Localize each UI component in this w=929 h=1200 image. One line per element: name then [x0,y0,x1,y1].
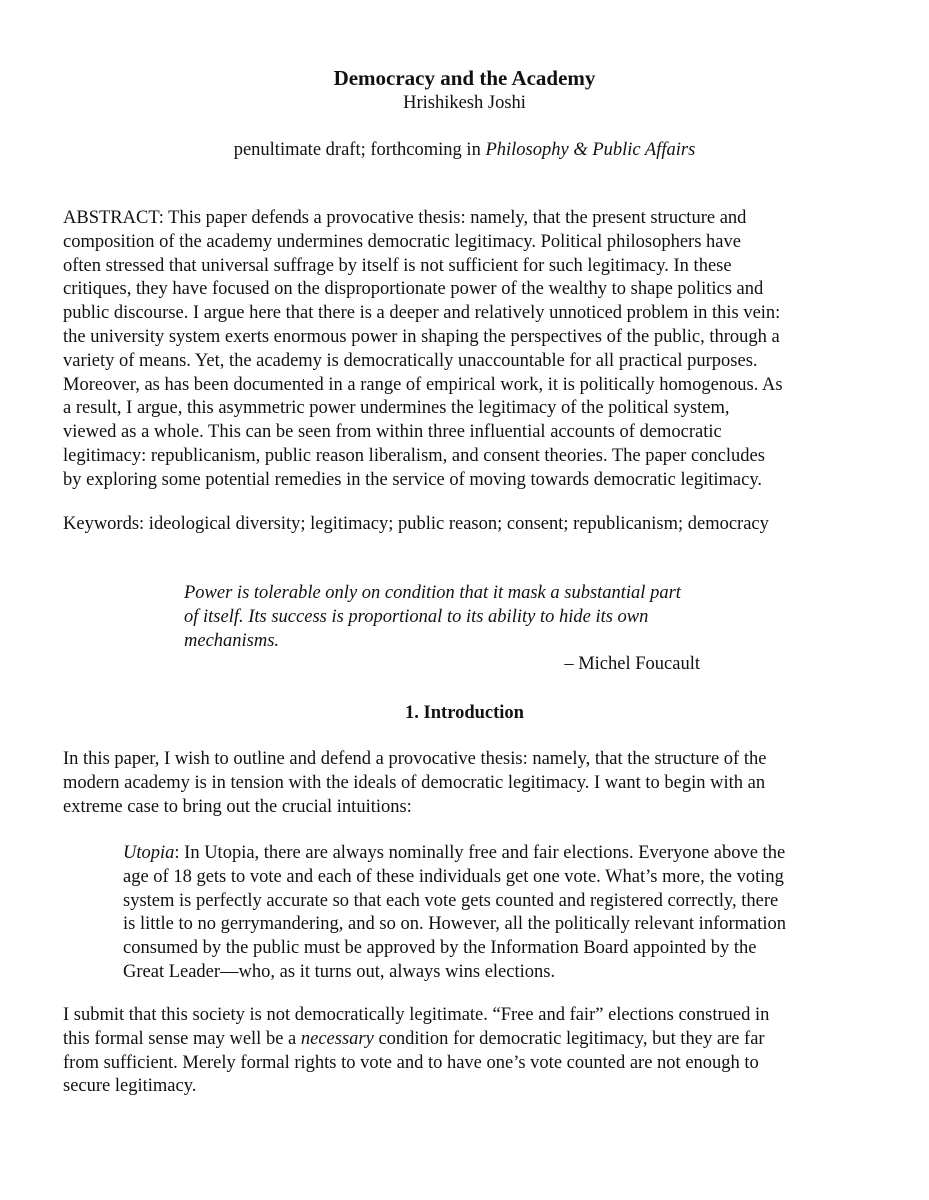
keywords: Keywords: ideological diversity; legitimacy; public reason; consent; republicanism; democracy [63,514,769,534]
abstract [63,207,863,493]
submit-line: from sufficient. Merely formal rights to vote and to have one’s vote counted are not enough to [63,1052,759,1073]
abstract-line: the university system exerts enormous power in shaping the perspectives of the public, through a [63,326,780,347]
submit-paragraph [63,1004,863,1099]
abstract-line: ABSTRACT: This paper defends a provocative thesis: namely, that the present structure and [63,208,747,228]
abstract-line: critiques, they have focused on the disproportionate power of the wealthy to shape politics and [63,279,764,300]
abstract-line: a result, I argue, this asymmetric power undermines the legitimacy of the political system, [63,398,730,419]
utopia-first-line-text: : In Utopia, there are always nominally free and fair elections. Everyone above the [174,843,786,863]
utopia-first-line [123,842,863,866]
journal-name: Philosophy & Public Affairs [485,140,696,160]
abstract-line: legitimacy: republicanism, public reason liberalism, and consent theories. The paper concludes [63,445,765,466]
utopia-line: Great Leader—who, as it turns out, always wins elections. [123,961,556,982]
emphasis-necessary: necessary [300,1028,374,1049]
intro-line: extreme case to bring out the crucial intuitions: [63,796,412,817]
intro-line: modern academy is in tension with the ideals of democratic legitimacy. I want to begin with an [63,772,766,793]
submit-line-text: condition for democratic legitimacy, but they are far [373,1028,765,1049]
intro-paragraph [63,748,863,819]
abstract-line: variety of means. Yet, the academy is democratically unaccountable for all practical purposes. [63,350,758,371]
abstract-line: Moreover, as has been documented in a range of empirical work, it is politically homogenous. As [63,374,783,395]
epigraph-attribution: – Michel Foucault [564,654,700,674]
abstract-line: public discourse. I argue here that there is a deeper and relatively unnoticed problem in this vein: [63,303,781,324]
submit-line-text: this formal sense may well be a [63,1028,301,1049]
utopia-line: age of 18 gets to vote and each of these individuals get one vote. What’s more, the voting [123,866,784,887]
status-prefix: penultimate draft; forthcoming in [233,140,486,160]
utopia-line: system is perfectly accurate so that each vote gets counted and registered correctly, there [123,890,779,911]
intro-line: In this paper, I wish to outline and defend a provocative thesis: namely, that the structure of the [63,749,767,769]
abstract-line: by exploring some potential remedies in the service of moving towards democratic legitimacy. [63,469,763,490]
abstract-line: composition of the academy undermines democratic legitimacy. Political philosophers have [63,231,741,252]
epigraph-line: Power is tolerable only on condition that it mask a substantial part [184,583,681,603]
utopia-line: consumed by the public must be approved by the Information Board appointed by the [123,938,757,959]
epigraph-quote [184,582,744,653]
publication-status [0,139,929,161]
epigraph-line: of itself. Its success is proportional to its ability to hide its own [184,606,649,627]
submit-line [63,1028,863,1052]
epigraph-line: mechanisms. [184,630,280,651]
utopia-label: Utopia [123,843,175,863]
submit-line: I submit that this society is not democratically legitimate. “Free and fair” elections construed in [63,1005,770,1025]
abstract-line: often stressed that universal suffrage by itself is not sufficient for such legitimacy. In these [63,255,732,276]
utopia-block-quote [123,842,863,985]
paper-title: Democracy and the Academy [333,66,596,90]
section-heading: 1. Introduction [405,703,524,723]
submit-line: secure legitimacy. [63,1076,197,1097]
utopia-line: is little to no gerrymandering, and so on. However, all the politically relevant information [123,914,787,935]
author-name: Hrishikesh Joshi [403,93,526,113]
abstract-line: viewed as a whole. This can be seen from within three influential accounts of democratic [63,422,722,443]
